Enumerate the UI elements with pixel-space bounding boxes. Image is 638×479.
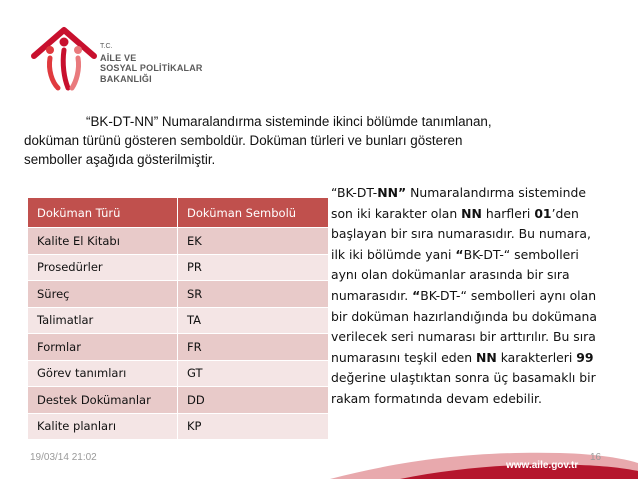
side-text: karakterleri: [496, 349, 577, 365]
side-text: değerine ulaştıktan sonra üç basamaklı bir rakam formatında devam edebilir.: [331, 370, 596, 406]
org-line1: AİLE VE: [100, 52, 137, 63]
document-symbol-cell: TA: [178, 307, 329, 334]
document-symbol-cell: GT: [178, 360, 329, 387]
side-bold: “: [455, 246, 464, 262]
intro-line-1: “BK-DT-NN” Numaralandırma sisteminde ikinci bölümde tanımlanan,: [86, 114, 492, 129]
document-symbol-cell: SR: [178, 281, 329, 308]
side-bold: “: [412, 287, 421, 303]
side-text: BK-DT-“ sembolleri aynı olan bir doküman hazırlandığında bu dokümana verilecek seri numarası bir arttırılır. Bu sıra numarasını teşkil eden: [331, 287, 597, 365]
header-document-symbol: Doküman Sembolü: [178, 198, 329, 228]
document-type-cell: Prosedürler: [28, 254, 178, 281]
document-type-cell: Destek Dokümanlar: [28, 387, 178, 414]
table-row: [28, 360, 328, 387]
table-row: [28, 228, 328, 255]
document-symbol-cell: KP: [178, 413, 329, 440]
side-text: ’den başlayan bir sıra numarasıdır. Bu numara, ilk iki bölümde yani: [331, 205, 591, 262]
page-number: 16: [590, 452, 602, 463]
table-row: [28, 254, 328, 281]
document-type-cell: Talimatlar: [28, 307, 178, 334]
document-type-cell: Kalite El Kitabı: [28, 228, 178, 255]
side-text: “BK-DT-: [331, 185, 378, 200]
side-bold: 01: [534, 205, 552, 221]
intro-line-2: doküman türünü gösteren semboldür. Doküman türleri ve bunları gösteren: [24, 133, 463, 148]
document-symbol-cell: DD: [178, 387, 329, 414]
header-document-type: Doküman Türü: [28, 198, 178, 228]
document-symbol-cell: PR: [178, 254, 329, 281]
side-bold: NN: [476, 349, 497, 365]
table-row: [28, 387, 328, 414]
table-row: [28, 413, 328, 440]
nn-explanation-text: [331, 183, 606, 479]
footer-website: www.aile.gov.tr: [506, 460, 579, 471]
intro-paragraph: [24, 112, 584, 169]
footer-date: 19/03/14 21:02: [30, 452, 97, 463]
side-text: harfleri: [481, 205, 535, 221]
document-type-table: [28, 198, 328, 440]
ministry-logo-icon: [28, 20, 100, 92]
side-text: BK-DT-“ sembolleri aynı olan dokümanlar arasında bir sıra numarasıdır.: [331, 246, 579, 303]
document-symbol-cell: FR: [178, 334, 329, 361]
table-row: [28, 334, 328, 361]
side-bold: NN”: [377, 185, 407, 200]
document-type-cell: Süreç: [28, 281, 178, 308]
intro-line-3: semboller aşağıda gösterilmiştir.: [24, 152, 216, 167]
document-type-cell: Kalite planları: [28, 413, 178, 440]
org-line2: SOSYAL POLİTİKALAR: [100, 63, 203, 73]
table-row: [28, 307, 328, 334]
document-type-cell: Formlar: [28, 334, 178, 361]
side-text: Numaralandırma sisteminde son iki karakter olan: [331, 185, 586, 221]
table-row: [28, 281, 328, 308]
document-type-cell: Görev tanımları: [28, 360, 178, 387]
org-tc: T.C.: [100, 43, 113, 50]
side-bold: 99: [576, 349, 594, 365]
document-symbol-cell: EK: [178, 228, 329, 255]
ministry-name: [100, 42, 203, 84]
table-header-row: [28, 198, 328, 228]
org-line3: BAKANLIĞI: [100, 73, 152, 84]
side-bold: NN: [461, 205, 482, 221]
